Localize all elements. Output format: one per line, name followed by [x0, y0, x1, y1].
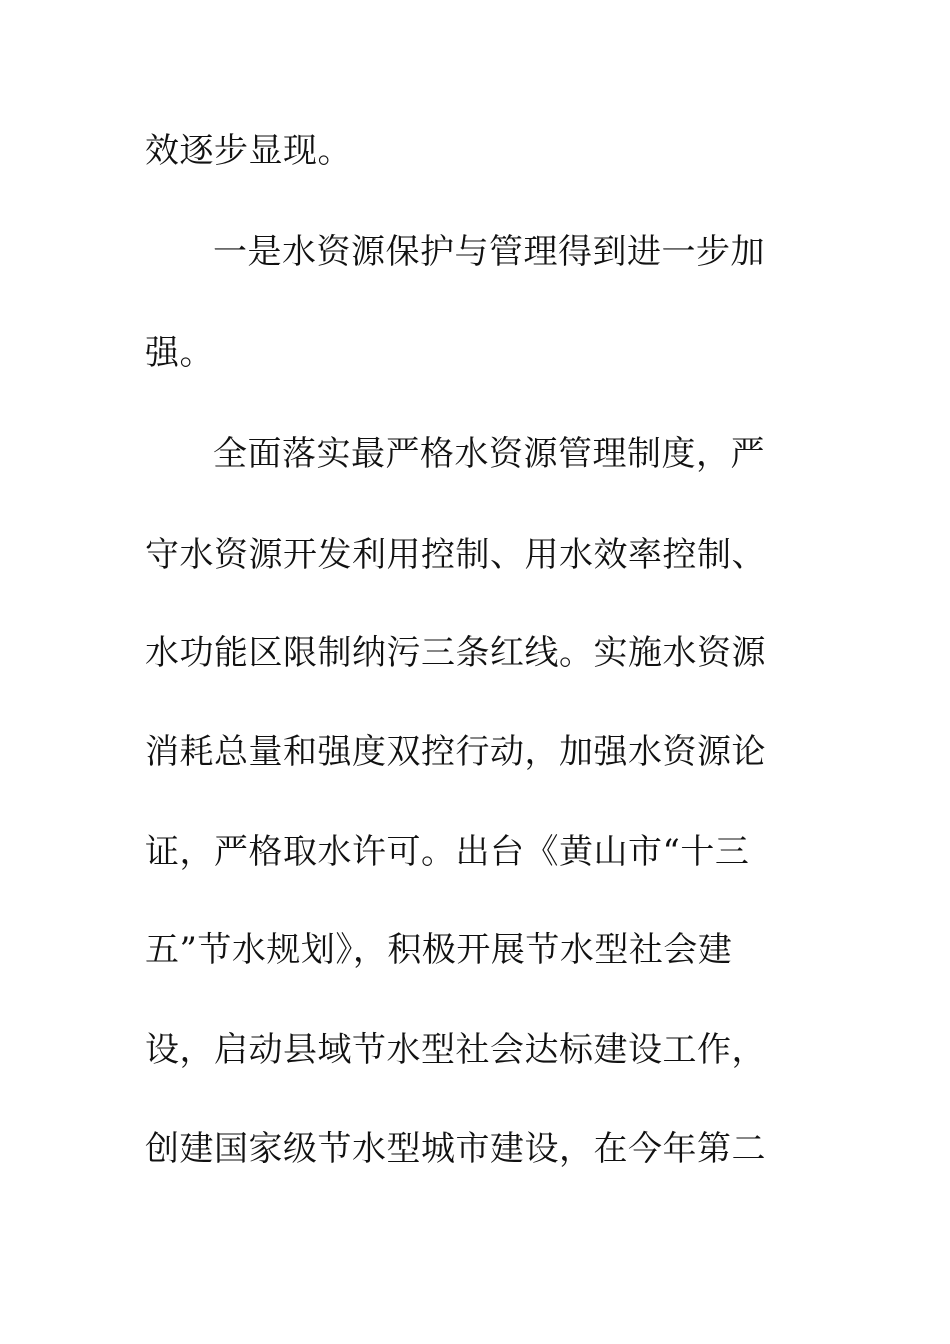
text-line-8: 证，严格取水许可。出台《黄山市“十三	[145, 832, 750, 872]
text-line-7: 消耗总量和强度双控行动，加强水资源论	[145, 732, 766, 772]
text-line-9: 五”节水规划》，积极开展节水型社会建	[145, 930, 733, 970]
text-line-4: 全面落实最严格水资源管理制度，严	[213, 434, 765, 474]
text-line-1: 效逐步显现。	[145, 131, 352, 171]
text-line-3: 强。	[145, 333, 214, 373]
text-line-5: 守水资源开发利用控制、用水效率控制、	[145, 535, 766, 575]
text-line-6: 水功能区限制纳污三条红线。实施水资源	[145, 633, 766, 673]
text-line-11: 创建国家级节水型城市建设，在今年第二	[145, 1129, 766, 1169]
text-line-2: 一是水资源保护与管理得到进一步加	[213, 232, 765, 272]
text-line-10: 设，启动县域节水型社会达标建设工作，	[145, 1030, 766, 1070]
